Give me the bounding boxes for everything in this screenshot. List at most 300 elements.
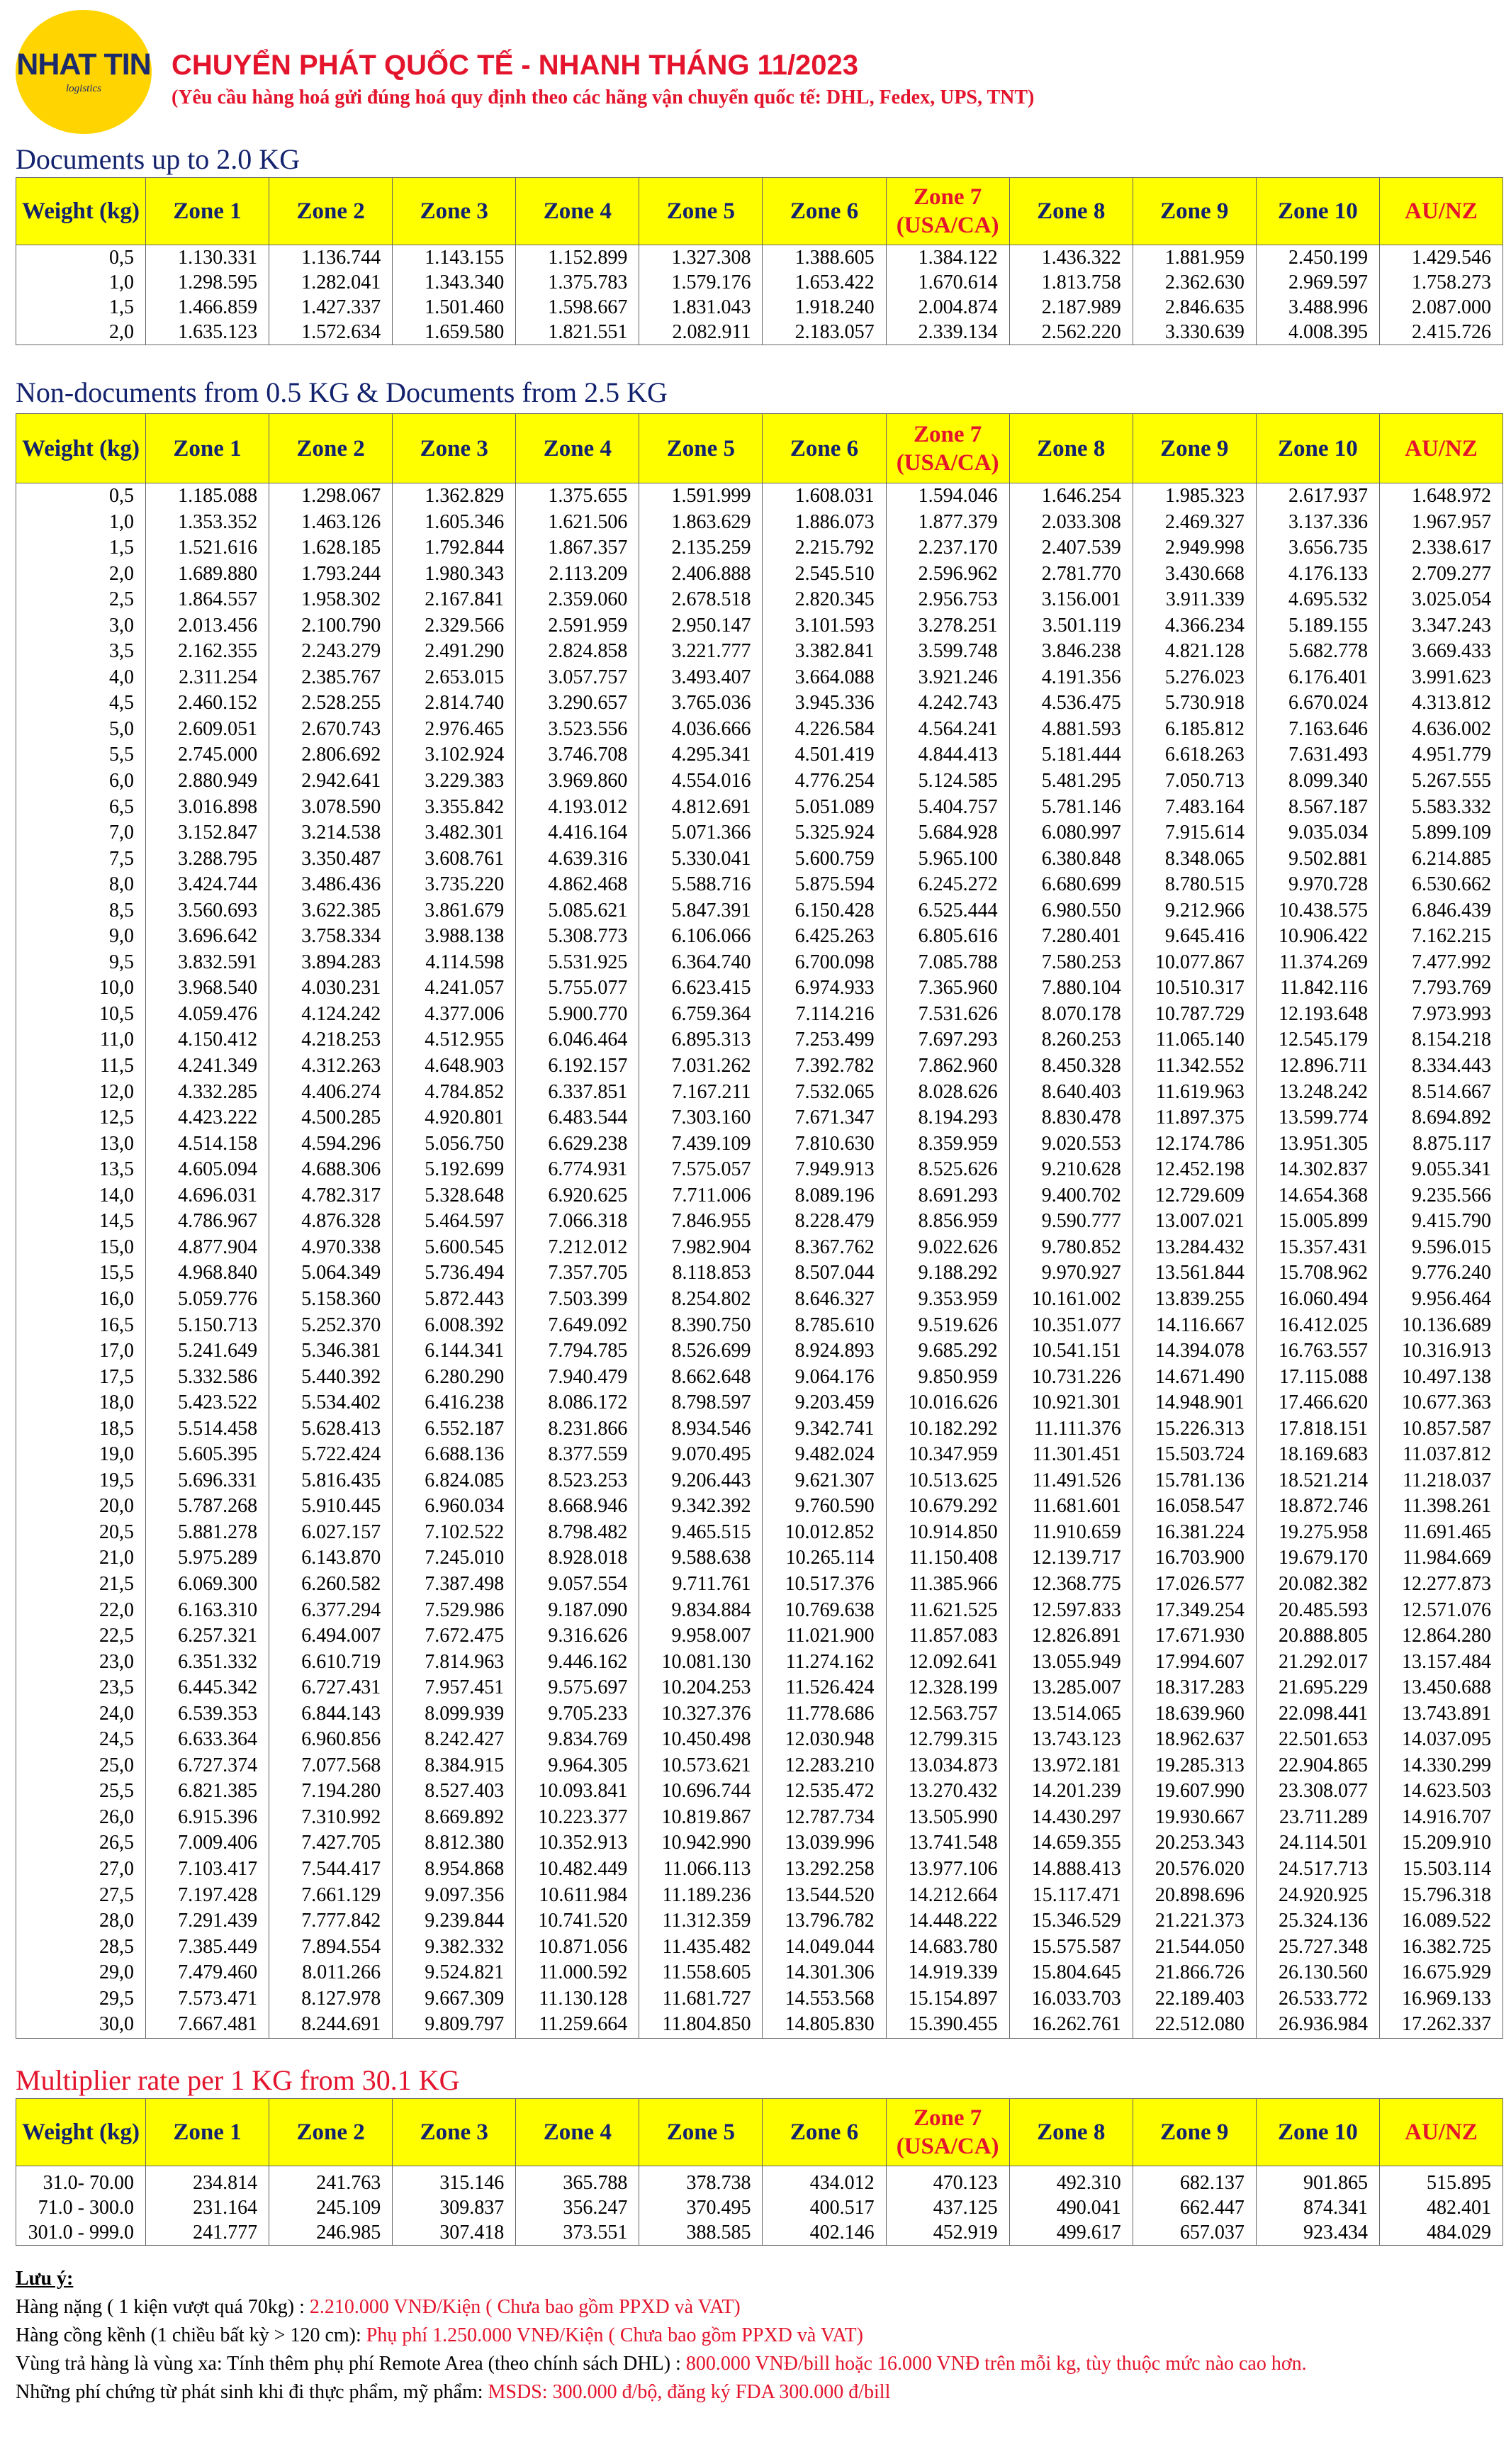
rate-cell: 7.194.280: [269, 1779, 393, 1805]
weight-cell: 15,5: [16, 1260, 146, 1287]
rate-cell: 7.697.293: [886, 1027, 1009, 1053]
rate-cell: 11.435.482: [639, 1934, 763, 1961]
rate-cell: 17.026.577: [1133, 1572, 1256, 1598]
rate-cell: 10.204.253: [639, 1675, 763, 1701]
column-header-z5: Zone 5: [639, 2099, 763, 2166]
weight-cell: 12,5: [16, 1105, 146, 1131]
rate-cell: 3.696.642: [146, 924, 269, 950]
rate-cell: 1.863.629: [639, 510, 763, 536]
rate-cell: 874.341: [1256, 2195, 1379, 2220]
rate-cell: 8.526.699: [639, 1338, 763, 1365]
rate-cell: 9.070.495: [639, 1442, 763, 1468]
rate-cell: 3.288.795: [146, 846, 269, 873]
rate-cell: 9.850.959: [886, 1365, 1009, 1391]
rate-cell: 5.875.594: [763, 872, 886, 898]
rate-cell: 7.544.417: [269, 1857, 393, 1883]
column-header-z2: Zone 2: [269, 178, 393, 245]
table-row: [16, 1572, 1503, 1598]
rate-cell: 4.605.094: [146, 1157, 269, 1183]
weight-cell: 9,5: [16, 950, 146, 976]
rate-cell: 6.805.616: [886, 924, 1009, 950]
rate-cell: 11.398.261: [1379, 1494, 1502, 1520]
rate-cell: 21.695.229: [1256, 1675, 1379, 1701]
rate-cell: 6.143.870: [269, 1545, 393, 1572]
note-value: Phụ phí 1.250.000 VNĐ/Kiện ( Chưa bao gồm PPXD và VAT): [361, 2324, 863, 2346]
rate-cell: 13.270.432: [886, 1779, 1009, 1805]
rate-cell: 3.382.841: [763, 639, 886, 665]
rate-cell: 1.436.322: [1009, 245, 1133, 271]
rate-cell: 14.301.306: [763, 1960, 886, 1986]
rate-cell: 5.192.699: [393, 1157, 516, 1183]
rate-cell: 8.450.328: [1009, 1053, 1133, 1080]
rate-cell: 7.385.449: [146, 1934, 269, 1961]
table-row: [16, 510, 1503, 536]
rate-cell: 9.519.626: [886, 1313, 1009, 1339]
rate-cell: 8.127.978: [269, 1986, 393, 2012]
rate-cell: 10.819.867: [639, 1805, 763, 1831]
rate-cell: 5.158.360: [269, 1287, 393, 1313]
weight-cell: 21,5: [16, 1572, 146, 1598]
rate-cell: 7.303.160: [639, 1105, 763, 1131]
table-header-row: [16, 414, 1503, 483]
rate-cell: 6.895.313: [639, 1027, 763, 1053]
column-header-z2: Zone 2: [269, 414, 393, 483]
table-row: [16, 950, 1503, 976]
weight-cell: 24,5: [16, 1727, 146, 1753]
rate-cell: 11.910.659: [1009, 1520, 1133, 1546]
rate-cell: 6.980.550: [1009, 898, 1133, 924]
rate-cell: 4.242.743: [886, 690, 1009, 717]
weight-cell: 1,0: [16, 270, 146, 295]
weight-cell: 17,0: [16, 1338, 146, 1365]
page-title: CHUYỂN PHÁT QUỐC TẾ - NHANH THÁNG 11/2023: [172, 50, 859, 81]
rate-cell: 7.212.012: [516, 1235, 639, 1261]
rate-cell: 5.975.289: [146, 1545, 269, 1572]
rate-cell: 6.821.385: [146, 1779, 269, 1805]
weight-cell: 9,0: [16, 924, 146, 950]
rate-cell: 3.330.639: [1133, 320, 1256, 345]
rate-cell: 6.727.374: [146, 1753, 269, 1779]
rate-cell: 16.675.929: [1379, 1960, 1502, 1986]
rate-cell: 8.086.172: [516, 1390, 639, 1416]
rate-cell: 2.013.456: [146, 613, 269, 639]
rate-cell: 2.591.959: [516, 613, 639, 639]
rate-cell: 10.497.138: [1379, 1365, 1502, 1391]
weight-cell: 18,0: [16, 1390, 146, 1416]
rate-cell: 9.809.797: [393, 2012, 516, 2038]
weight-cell: 25,0: [16, 1753, 146, 1779]
rate-cell: 7.427.705: [269, 1830, 393, 1857]
table-row: [16, 1857, 1503, 1883]
table-row: [16, 483, 1503, 510]
rate-cell: 6.774.931: [516, 1157, 639, 1183]
table-row: [16, 1908, 1503, 1934]
rate-cell: 6.623.415: [639, 975, 763, 1002]
rate-cell: 13.561.844: [1133, 1260, 1256, 1287]
rate-cell: 14.948.901: [1133, 1390, 1256, 1416]
rate-cell: 5.346.381: [269, 1338, 393, 1365]
rate-cell: 9.210.628: [1009, 1157, 1133, 1183]
rate-cell: 1.429.546: [1379, 245, 1502, 271]
rate-cell: 1.635.123: [146, 320, 269, 345]
rate-cell: 1.327.308: [639, 245, 763, 271]
rate-cell: 3.501.119: [1009, 613, 1133, 639]
weight-cell: 24,0: [16, 1701, 146, 1727]
weight-cell: 26,5: [16, 1830, 146, 1857]
rate-cell: 9.956.464: [1379, 1287, 1502, 1313]
rate-cell: 4.812.691: [639, 795, 763, 821]
rate-cell: 8.118.853: [639, 1260, 763, 1287]
rate-cell: 3.102.924: [393, 742, 516, 768]
rate-cell: 20.898.696: [1133, 1883, 1256, 1909]
rate-cell: 9.575.697: [516, 1675, 639, 1701]
zone7-region-label: (USA/CA): [896, 2134, 999, 2159]
rate-cell: 5.332.586: [146, 1365, 269, 1391]
rate-cell: 3.152.847: [146, 820, 269, 846]
rate-cell: 11.218.037: [1379, 1468, 1502, 1494]
rate-cell: 7.031.262: [639, 1053, 763, 1080]
rate-cell: 8.359.959: [886, 1131, 1009, 1158]
rate-cell: 4.881.593: [1009, 717, 1133, 743]
rate-cell: 1.958.302: [269, 587, 393, 613]
table-row: [16, 535, 1503, 561]
weight-cell: 31.0- 70.00: [16, 2166, 146, 2196]
rate-cell: 14.116.667: [1133, 1313, 1256, 1339]
rate-cell: 7.949.913: [763, 1157, 886, 1183]
rate-cell: 6.759.364: [639, 1002, 763, 1028]
weight-cell: 26,0: [16, 1805, 146, 1831]
rate-cell: 4.536.475: [1009, 690, 1133, 717]
rate-cell: 8.334.443: [1379, 1053, 1502, 1080]
column-header-aunz: AU/NZ: [1379, 2099, 1502, 2166]
rate-cell: 1.967.957: [1379, 510, 1502, 536]
rate-cell: 12.864.280: [1379, 1623, 1502, 1650]
rate-cell: 1.985.323: [1133, 483, 1256, 510]
rate-cell: 4.636.002: [1379, 717, 1502, 743]
rate-cell: 490.041: [1009, 2195, 1133, 2220]
table-row: [16, 1287, 1503, 1313]
rate-cell: 18.872.746: [1256, 1494, 1379, 1520]
rate-cell: 12.328.199: [886, 1675, 1009, 1701]
weight-cell: 12,0: [16, 1080, 146, 1106]
rate-cell: 6.377.294: [269, 1598, 393, 1624]
rate-cell: 11.274.162: [763, 1650, 886, 1676]
rate-cell: 7.162.215: [1379, 924, 1502, 950]
rate-cell: 16.381.224: [1133, 1520, 1256, 1546]
zone7-label: Zone 7: [913, 184, 982, 210]
rate-cell: 6.629.238: [516, 1131, 639, 1158]
rate-cell: 7.672.475: [393, 1623, 516, 1650]
rate-cell: 9.055.341: [1379, 1157, 1502, 1183]
weight-cell: 10,5: [16, 1002, 146, 1028]
rate-cell: 5.682.778: [1256, 639, 1379, 665]
column-header-z2: Zone 2: [269, 2099, 393, 2166]
weight-cell: 4,5: [16, 690, 146, 717]
rate-cell: 1.918.240: [763, 295, 886, 320]
rate-cell: 5.267.555: [1379, 768, 1502, 795]
rate-cell: 17.466.620: [1256, 1390, 1379, 1416]
rate-cell: 3.969.860: [516, 768, 639, 795]
rate-cell: 6.337.851: [516, 1080, 639, 1106]
logo-text: NHAT TIN: [16, 47, 151, 82]
rate-cell: 1.831.043: [639, 295, 763, 320]
column-header-z10: Zone 10: [1256, 414, 1379, 483]
rate-cell: 10.541.151: [1009, 1338, 1133, 1365]
table-row: [16, 1442, 1503, 1468]
rate-cell: 1.282.041: [269, 270, 393, 295]
rate-cell: 1.298.067: [269, 483, 393, 510]
rate-cell: 10.223.377: [516, 1805, 639, 1831]
rate-cell: 1.646.254: [1009, 483, 1133, 510]
column-header-z4: Zone 4: [516, 178, 639, 245]
rate-cell: 8.377.559: [516, 1442, 639, 1468]
rate-cell: 7.814.963: [393, 1650, 516, 1676]
rate-cell: 1.353.352: [146, 510, 269, 536]
column-header-weight: Weight (kg): [16, 2099, 146, 2166]
table-row: [16, 1338, 1503, 1365]
rate-cell: 11.385.966: [886, 1572, 1009, 1598]
rate-cell: 12.452.198: [1133, 1157, 1256, 1183]
column-header-z1: Zone 1: [146, 2099, 269, 2166]
weight-cell: 14,0: [16, 1183, 146, 1209]
rate-cell: 7.667.481: [146, 2012, 269, 2038]
rate-cell: 17.994.607: [1133, 1650, 1256, 1676]
column-header-z9: Zone 9: [1133, 414, 1256, 483]
rate-cell: 2.407.539: [1009, 535, 1133, 561]
rate-cell: 10.012.852: [763, 1520, 886, 1546]
table-row: [16, 690, 1503, 717]
rate-cell: 4.312.263: [269, 1053, 393, 1080]
note-label: Vùng trả hàng là vùng xa: Tính thêm phụ phí Remote Area (theo chính sách DHL) :: [16, 2353, 681, 2375]
column-header-z6: Zone 6: [763, 178, 886, 245]
rate-cell: 8.798.597: [639, 1390, 763, 1416]
rate-cell: 7.365.960: [886, 975, 1009, 1002]
rate-cell: 241.763: [269, 2166, 393, 2196]
rate-cell: 14.683.780: [886, 1934, 1009, 1961]
rate-cell: 6.844.143: [269, 1701, 393, 1727]
rate-cell: 2.820.345: [763, 587, 886, 613]
weight-cell: 19,5: [16, 1468, 146, 1494]
rate-cell: 1.980.343: [393, 561, 516, 588]
table-row: [16, 1805, 1503, 1831]
column-header-z3: Zone 3: [393, 178, 516, 245]
rate-cell: 22.512.080: [1133, 2012, 1256, 2038]
rate-cell: 5.696.331: [146, 1468, 269, 1494]
rate-cell: 13.505.990: [886, 1805, 1009, 1831]
rate-cell: 12.826.891: [1009, 1623, 1133, 1650]
rate-cell: 2.460.152: [146, 690, 269, 717]
rate-cell: 4.695.532: [1256, 587, 1379, 613]
rate-cell: 3.486.436: [269, 872, 393, 898]
table-row: [16, 1545, 1503, 1572]
rate-cell: 13.977.106: [886, 1857, 1009, 1883]
rate-cell: 13.951.305: [1256, 1131, 1379, 1158]
rate-cell: 8.954.868: [393, 1857, 516, 1883]
rate-cell: 3.057.757: [516, 665, 639, 691]
rate-cell: 3.608.761: [393, 846, 516, 873]
rate-cell: 8.244.691: [269, 2012, 393, 2038]
rate-cell: 21.544.050: [1133, 1934, 1256, 1961]
rate-cell: 12.545.179: [1256, 1027, 1379, 1053]
rate-cell: 23.308.077: [1256, 1779, 1379, 1805]
rate-cell: 9.206.443: [639, 1468, 763, 1494]
rate-cell: 1.670.614: [886, 270, 1009, 295]
rate-cell: 18.169.683: [1256, 1442, 1379, 1468]
rate-cell: 13.514.065: [1009, 1701, 1133, 1727]
rate-cell: 7.915.614: [1133, 820, 1256, 846]
table-row: [16, 1313, 1503, 1339]
non-documents-rate-table: [16, 413, 1503, 2039]
weight-cell: 29,0: [16, 1960, 146, 1986]
rate-cell: 241.777: [146, 2220, 269, 2246]
rate-cell: 6.960.856: [269, 1727, 393, 1753]
rate-cell: 7.253.499: [763, 1027, 886, 1053]
weight-cell: 5,0: [16, 717, 146, 743]
rate-cell: 3.921.246: [886, 665, 1009, 691]
rate-cell: 4.920.801: [393, 1105, 516, 1131]
rate-cell: 8.928.018: [516, 1545, 639, 1572]
table-row: [16, 1520, 1503, 1546]
rate-cell: 12.896.711: [1256, 1053, 1379, 1080]
rate-cell: 6.425.263: [763, 924, 886, 950]
rate-cell: 6.700.098: [763, 950, 886, 976]
rate-cell: 3.758.334: [269, 924, 393, 950]
rate-cell: 12.571.076: [1379, 1598, 1502, 1624]
note-value: 800.000 VNĐ/bill hoặc 16.000 VNĐ trên mỗi kg, tùy thuộc mức nào cao hơn.: [680, 2353, 1307, 2375]
rate-cell: 6.633.364: [146, 1727, 269, 1753]
rate-cell: 2.135.259: [639, 535, 763, 561]
rate-cell: 2.415.726: [1379, 320, 1502, 345]
rate-cell: 14.212.664: [886, 1883, 1009, 1909]
rate-cell: 10.136.689: [1379, 1313, 1502, 1339]
weight-cell: 6,5: [16, 795, 146, 821]
weight-cell: 28,0: [16, 1908, 146, 1934]
rate-cell: 2.162.355: [146, 639, 269, 665]
rate-cell: 9.057.554: [516, 1572, 639, 1598]
rate-cell: 10.161.002: [1009, 1287, 1133, 1313]
rate-cell: 3.078.590: [269, 795, 393, 821]
table-row: [16, 1365, 1503, 1391]
rate-cell: 6.380.848: [1009, 846, 1133, 873]
note-remote-area: [16, 2350, 1307, 2378]
rate-cell: 8.669.892: [393, 1805, 516, 1831]
rate-cell: 6.416.238: [393, 1390, 516, 1416]
weight-cell: 22,0: [16, 1598, 146, 1624]
weight-cell: 7,5: [16, 846, 146, 873]
rate-cell: 1.375.783: [516, 270, 639, 295]
weight-cell: 25,5: [16, 1779, 146, 1805]
rate-cell: 24.517.713: [1256, 1857, 1379, 1883]
rate-cell: 8.924.893: [763, 1338, 886, 1365]
rate-cell: 8.646.327: [763, 1287, 886, 1313]
rate-cell: 13.796.782: [763, 1908, 886, 1934]
rate-cell: 2.311.254: [146, 665, 269, 691]
rate-cell: 4.696.031: [146, 1183, 269, 1209]
rate-cell: 18.521.214: [1256, 1468, 1379, 1494]
rate-cell: 17.818.151: [1256, 1416, 1379, 1443]
rate-cell: 8.780.515: [1133, 872, 1256, 898]
rate-cell: 8.194.293: [886, 1105, 1009, 1131]
weight-cell: 28,5: [16, 1934, 146, 1961]
rate-cell: 5.150.713: [146, 1313, 269, 1339]
rate-cell: 2.880.949: [146, 768, 269, 795]
rate-cell: 12.368.775: [1009, 1572, 1133, 1598]
rate-cell: 8.785.610: [763, 1313, 886, 1339]
rate-cell: 8.514.667: [1379, 1080, 1502, 1106]
rate-cell: 20.253.343: [1133, 1830, 1256, 1857]
rate-cell: 26.936.984: [1256, 2012, 1379, 2038]
rate-cell: 7.245.010: [393, 1545, 516, 1572]
weight-cell: 10,0: [16, 975, 146, 1002]
rate-cell: 4.877.904: [146, 1235, 269, 1261]
column-header-z6: Zone 6: [763, 414, 886, 483]
rate-cell: 10.081.130: [639, 1650, 763, 1676]
rate-cell: 11.681.601: [1009, 1494, 1133, 1520]
rate-cell: 9.685.292: [886, 1338, 1009, 1365]
rate-cell: 356.247: [516, 2195, 639, 2220]
rate-cell: 17.349.254: [1133, 1598, 1256, 1624]
rate-cell: 10.351.077: [1009, 1313, 1133, 1339]
column-header-z8: Zone 8: [1009, 178, 1133, 245]
rate-cell: 1.886.073: [763, 510, 886, 536]
rate-cell: 16.089.522: [1379, 1908, 1502, 1934]
rate-cell: 1.521.616: [146, 535, 269, 561]
rate-cell: 2.781.770: [1009, 561, 1133, 588]
rate-cell: 1.384.122: [886, 245, 1009, 271]
note-food-cosmetics: [16, 2378, 1307, 2407]
rate-cell: 365.788: [516, 2166, 639, 2196]
rate-cell: 2.362.630: [1133, 270, 1256, 295]
rate-cell: 17.262.337: [1379, 2012, 1502, 2038]
weight-cell: 3,5: [16, 639, 146, 665]
rate-cell: 13.039.996: [763, 1830, 886, 1857]
rate-cell: 15.781.136: [1133, 1468, 1256, 1494]
rate-cell: 16.703.900: [1133, 1545, 1256, 1572]
rate-cell: 7.894.554: [269, 1934, 393, 1961]
rate-cell: 3.599.748: [886, 639, 1009, 665]
table-row: [16, 846, 1503, 873]
rate-cell: 3.221.777: [639, 639, 763, 665]
rate-cell: 7.846.955: [639, 1209, 763, 1235]
rate-cell: 10.438.575: [1256, 898, 1379, 924]
rate-cell: 5.899.109: [1379, 820, 1502, 846]
rate-cell: 10.517.376: [763, 1572, 886, 1598]
rate-cell: 4.416.164: [516, 820, 639, 846]
rate-cell: 5.308.773: [516, 924, 639, 950]
column-header-z10: Zone 10: [1256, 2099, 1379, 2166]
table-row: [16, 1002, 1503, 1028]
rate-cell: 9.705.233: [516, 1701, 639, 1727]
rate-cell: 9.415.790: [1379, 1209, 1502, 1235]
rate-cell: 2.385.767: [269, 665, 393, 691]
rate-cell: 402.146: [763, 2220, 886, 2246]
rate-cell: 11.842.116: [1256, 975, 1379, 1002]
rate-cell: 3.482.301: [393, 820, 516, 846]
column-header-z1: Zone 1: [146, 178, 269, 245]
rate-cell: 370.495: [639, 2195, 763, 2220]
rate-cell: 8.525.626: [886, 1157, 1009, 1183]
rate-cell: 5.730.918: [1133, 690, 1256, 717]
rate-cell: 11.691.465: [1379, 1520, 1502, 1546]
rate-cell: 9.187.090: [516, 1598, 639, 1624]
rate-cell: 3.493.407: [639, 665, 763, 691]
rate-cell: 11.491.526: [1009, 1468, 1133, 1494]
rate-cell: 20.888.805: [1256, 1623, 1379, 1650]
rate-cell: 4.968.840: [146, 1260, 269, 1287]
table-row: [16, 717, 1503, 743]
rate-cell: 7.392.782: [763, 1053, 886, 1080]
rate-cell: 1.793.244: [269, 561, 393, 588]
